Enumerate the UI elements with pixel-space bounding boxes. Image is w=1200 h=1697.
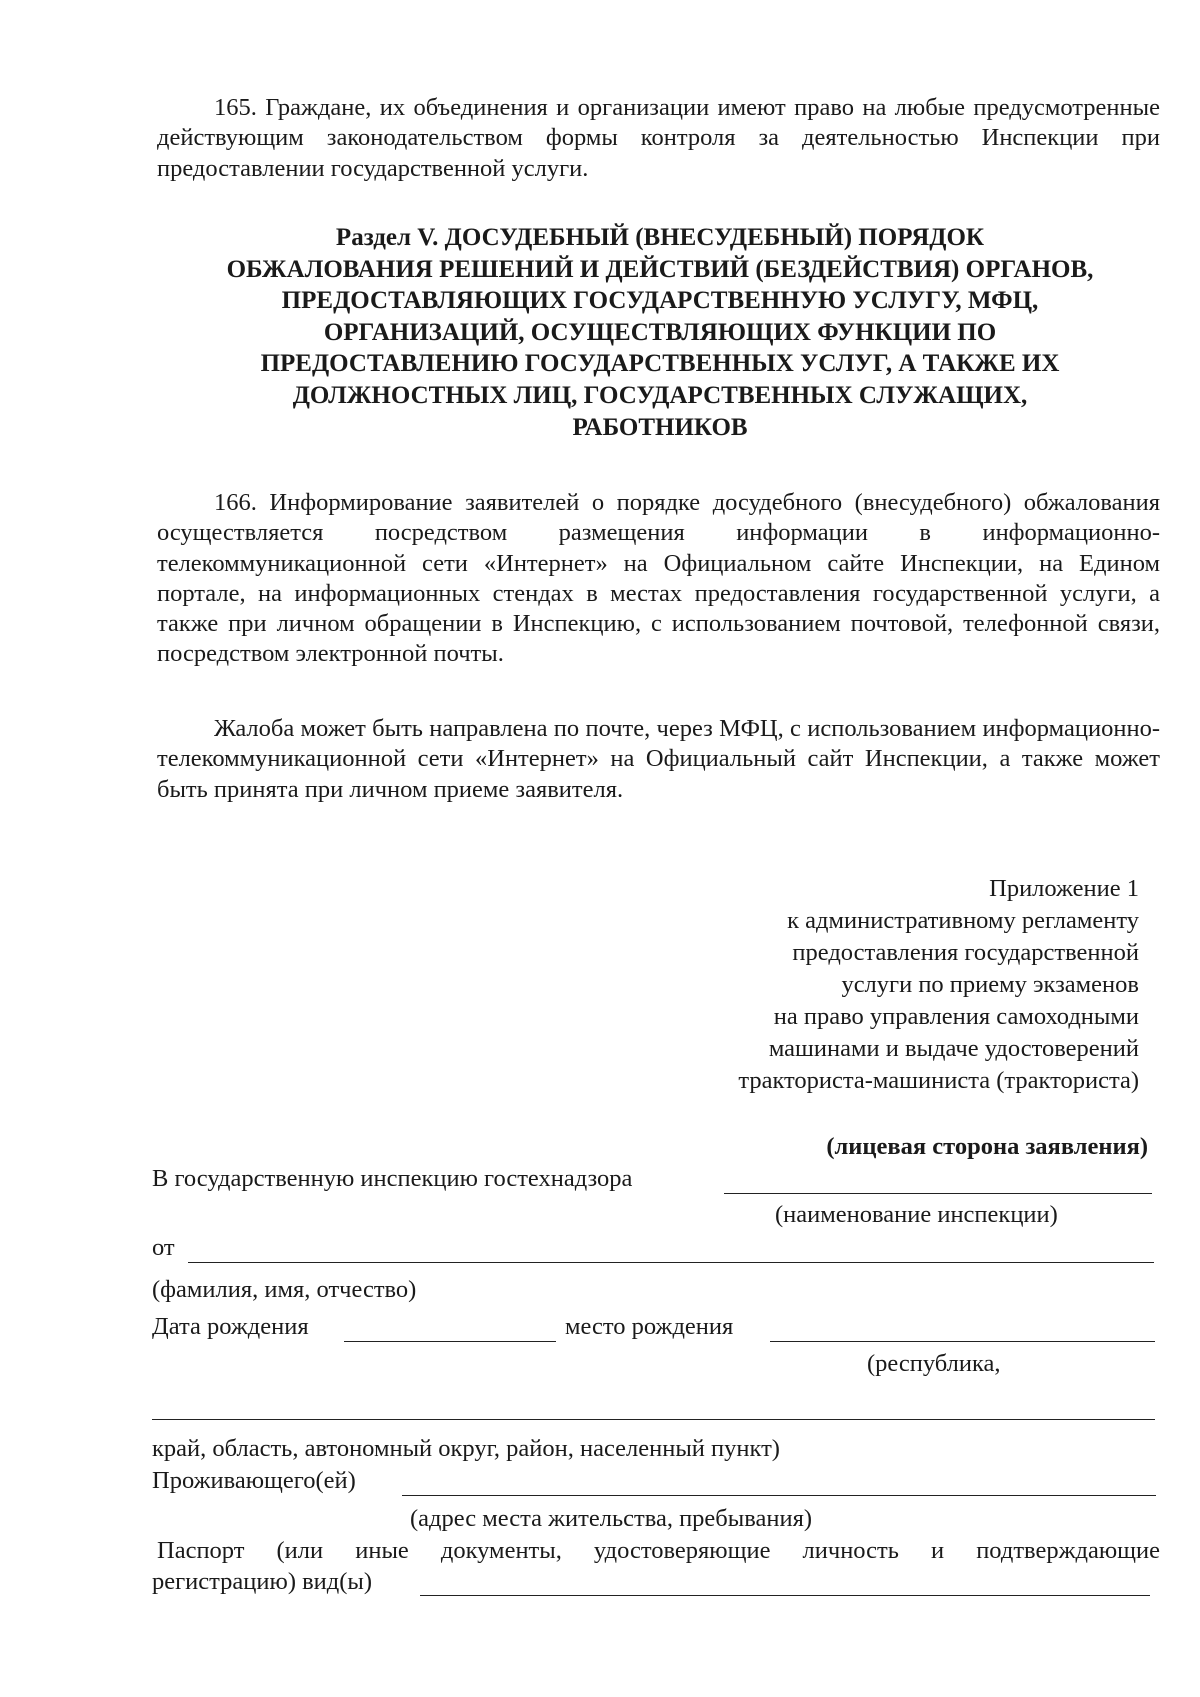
birth-place-field-2[interactable] — [152, 1419, 1155, 1420]
appendix-line: Приложение 1 — [989, 875, 1139, 902]
appendix-line: предоставления государственной — [792, 939, 1139, 966]
appendix-header — [738, 873, 1139, 1097]
region-caption: край, область, автономный округ, район, населенный пункт) — [152, 1435, 780, 1462]
residing-label: Проживающего(ей) — [152, 1467, 356, 1494]
passport-label: Паспорт (или иные документы, удостоверяющие личность и подтверждающие — [157, 1537, 1160, 1564]
inspection-name-caption: (наименование инспекции) — [775, 1201, 1058, 1228]
inspection-name-field[interactable] — [724, 1193, 1152, 1194]
appendix-line: тракториста-машиниста (тракториста) — [738, 1067, 1139, 1094]
birth-place-field[interactable] — [770, 1341, 1155, 1342]
appendix-line: услуги по приему экзаменов — [841, 971, 1139, 998]
birth-date-label: Дата рождения — [152, 1313, 309, 1340]
full-name-caption: (фамилия, имя, отчество) — [152, 1276, 417, 1303]
paragraph-complaint: Жалоба может быть направлена по почте, через МФЦ, с использованием информационно-телекоммуникационной сети «Интернет» на Официальный сайт Инспекции, а также может быть принята при личном приеме заявителя. — [157, 715, 1160, 803]
document-type-field[interactable] — [420, 1595, 1150, 1596]
appendix-line: на право управления самоходными — [773, 1003, 1139, 1030]
section-title-line: ОБЖАЛОВАНИЯ РЕШЕНИЙ И ДЕЙСТВИЙ (БЕЗДЕЙСТВИЯ) ОРГАНОВ, — [226, 255, 1094, 283]
full-name-field[interactable] — [188, 1262, 1154, 1263]
birth-date-field[interactable] — [344, 1341, 556, 1342]
section-title-line: ОРГАНИЗАЦИЙ, ОСУЩЕСТВЛЯЮЩИХ ФУНКЦИИ ПО — [323, 318, 997, 346]
birth-place-label: место рождения — [565, 1313, 734, 1340]
appendix-line: к административному регламенту — [787, 907, 1139, 934]
registration-label: регистрацию) вид(ы) — [152, 1568, 373, 1595]
form-side-title: (лицевая сторона заявления) — [826, 1133, 1148, 1160]
paragraph-166: 166. Информирование заявителей о порядке досудебного (внесудебного) обжалования осуществляется посредством размещения информации в информационно-телекоммуникационной сети «Интернет» на Официальном сайте Инспекции, на Едином портале, на информационных стендах в местах предоставления государственной услуги, а также при личном обращении в Инспекцию, с использованием почтовой, телефонной связи, посредством электронной почты. — [157, 489, 1160, 668]
address-field[interactable] — [402, 1495, 1156, 1496]
from-label: от — [152, 1234, 175, 1261]
section-title-line: Раздел V. ДОСУДЕБНЫЙ (ВНЕСУДЕБНЫЙ) ПОРЯДОК — [335, 224, 985, 251]
to-inspection-label: В государственную инспекцию гостехнадзора — [152, 1165, 633, 1192]
section-title-line: ДОЛЖНОСТНЫХ ЛИЦ, ГОСУДАРСТВЕННЫХ СЛУЖАЩИХ, — [292, 381, 1028, 409]
section-title-line: РАБОТНИКОВ — [572, 413, 748, 441]
paragraph-165: 165. Граждане, их объединения и организации имеют право на любые предусмотренные действующим законодательством формы контроля за деятельностью Инспекции при предоставлении государственной услуги. — [157, 94, 1160, 182]
section-title — [140, 222, 1180, 443]
republic-caption: (республика, — [867, 1350, 1001, 1377]
address-caption: (адрес места жительства, пребывания) — [410, 1505, 813, 1532]
section-title-line: ПРЕДОСТАВЛЯЮЩИХ ГОСУДАРСТВЕННУЮ УСЛУГУ, МФЦ, — [281, 287, 1039, 315]
appendix-line: машинами и выдаче удостоверений — [768, 1035, 1139, 1062]
section-title-line: ПРЕДОСТАВЛЕНИЮ ГОСУДАРСТВЕННЫХ УСЛУГ, А ТАКЖЕ ИХ — [260, 350, 1060, 378]
